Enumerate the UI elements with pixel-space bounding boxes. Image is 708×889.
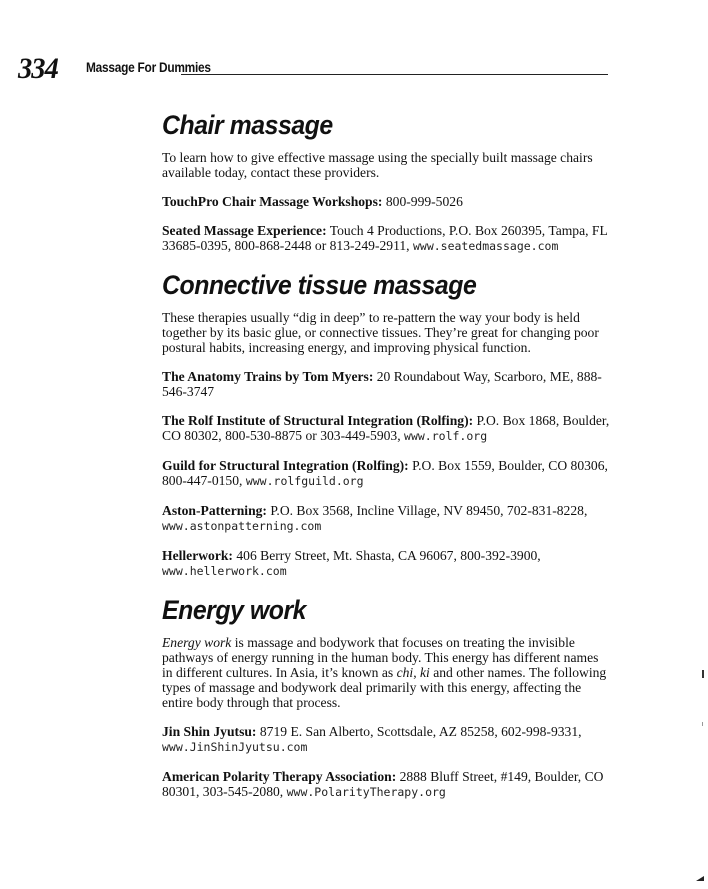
resource-details: 20 Roundabout Way, Scarboro, ME, 888-546-3747 xyxy=(162,369,602,399)
page-content xyxy=(162,108,612,814)
section-chair-massage xyxy=(162,108,612,254)
resource-entry xyxy=(162,548,612,579)
resource-name: TouchPro Chair Massage Workshops: xyxy=(162,194,383,209)
resource-details: 406 Berry Street, Mt. Shasta, CA 96067, 800-392-3900, xyxy=(232,548,541,563)
resource-details: P.O. Box 1868, Boulder, CO 80302, 800-530-8875 or 303-449-5903, xyxy=(162,413,610,443)
resource-entry xyxy=(162,769,612,800)
running-title: Massage For Dummies xyxy=(86,59,211,75)
resource-name: Seated Massage Experience: xyxy=(162,223,327,238)
section-title: Connective tissue massage xyxy=(162,270,477,300)
resource-entry xyxy=(162,458,612,489)
term-chi: chi xyxy=(396,665,414,680)
scan-mark xyxy=(702,722,703,726)
resource-entry xyxy=(162,223,612,254)
resource-name: Guild for Structural Integration (Rolfing): xyxy=(162,458,409,473)
resource-name: Jin Shin Jyutsu: xyxy=(162,724,257,739)
section-connective-tissue-massage xyxy=(162,268,612,579)
resource-entry xyxy=(162,503,612,534)
intro-text: and other names. The following types of massage and bodywork deal primarily with this energy, affecting the entire body through that process. xyxy=(162,665,607,710)
resource-name: The Anatomy Trains by Tom Myers: xyxy=(162,369,374,384)
resource-name: American Polarity Therapy Association: xyxy=(162,769,397,784)
resource-url[interactable]: www.hellerwork.com xyxy=(162,564,287,578)
section-intro xyxy=(162,635,612,710)
corner-mark xyxy=(696,876,704,881)
resource-details: 8719 E. San Alberto, Scottsdale, AZ 85258, 602-998-9331, xyxy=(256,724,582,739)
resource-name: The Rolf Institute of Structural Integration (Rolfing): xyxy=(162,413,474,428)
resource-url[interactable]: www.rolfguild.org xyxy=(245,474,364,488)
resource-name: Aston-Patterning: xyxy=(162,503,267,518)
resource-details: Touch 4 Productions, P.O. Box 260395, Tampa, FL 33685-0395, 800-868-2448 or 813-249-2911, xyxy=(162,223,608,253)
resource-url[interactable]: www.JinShinJyutsu.com xyxy=(162,740,308,754)
resource-details: 2888 Bluff Street, #149, Boulder, CO 80301, 303-545-2080, xyxy=(162,769,604,799)
section-title: Energy work xyxy=(162,595,307,625)
intro-text: is massage and bodywork that focuses on treating the invisible pathways of energy running in the human body. This energy has different names in different cultures. In Asia, it’s known as xyxy=(162,635,599,680)
term-energy-work: Energy work xyxy=(162,635,232,650)
resource-entry xyxy=(162,369,612,399)
header-rule xyxy=(181,74,608,75)
resource-url[interactable]: www.astonpatterning.com xyxy=(162,519,322,533)
resource-url[interactable]: www.PolarityTherapy.org xyxy=(286,785,446,799)
resource-details: P.O. Box 1559, Boulder, CO 80306, 800-447-0150, xyxy=(162,458,608,488)
section-title: Chair massage xyxy=(162,110,333,140)
resource-entry xyxy=(162,724,612,755)
scan-mark xyxy=(702,670,704,678)
resource-url[interactable]: www.seatedmassage.com xyxy=(412,239,559,253)
term-ki: ki xyxy=(419,665,430,680)
resource-entry xyxy=(162,413,612,444)
page-number: 334 xyxy=(18,52,58,85)
resource-name: Hellerwork: xyxy=(162,548,233,563)
resource-url[interactable]: www.rolf.org xyxy=(404,429,488,443)
resource-entry xyxy=(162,194,612,209)
resource-details: 800-999-5026 xyxy=(382,194,463,209)
resource-details: P.O. Box 3568, Incline Village, NV 89450, 702-831-8228, xyxy=(266,503,588,518)
section-energy-work xyxy=(162,593,612,800)
section-intro: These therapies usually “dig in deep” to re-pattern the way your body is held together by its basic glue, or connective tissues. They’re great for changing poor postural habits, increasing energy, and improving physical function. xyxy=(162,310,599,355)
intro-text: , xyxy=(413,665,420,680)
page-header xyxy=(18,54,608,84)
section-intro: To learn how to give effective massage using the specially built massage chairs available today, contact these providers. xyxy=(162,150,593,180)
